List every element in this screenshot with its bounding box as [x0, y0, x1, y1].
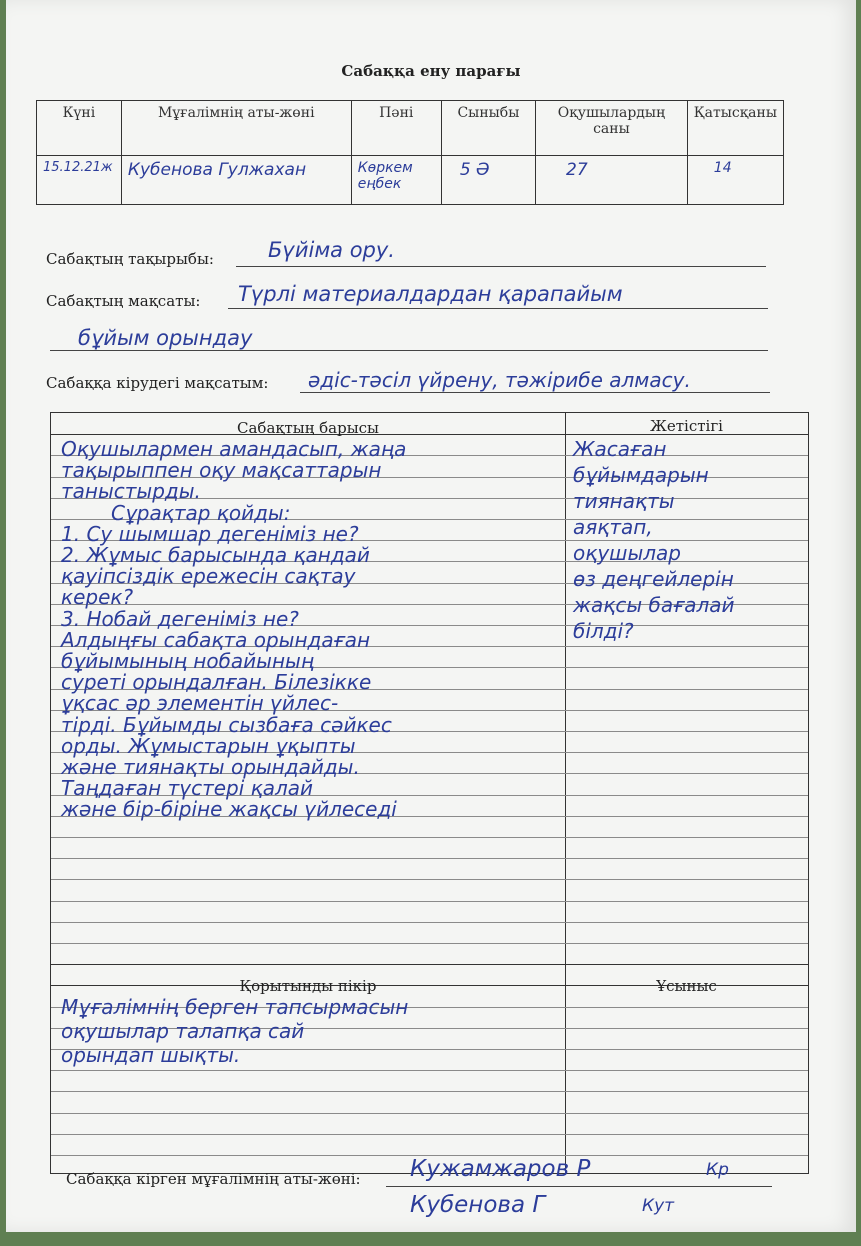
- signature-initials-2: Кут: [642, 1196, 675, 1216]
- info-table: [36, 100, 784, 205]
- progress-note-line: Сұрақтар қойды:: [111, 500, 291, 525]
- progress-note-line: Оқушылармен амандасып, жаңа: [61, 437, 407, 461]
- goal-underline-1: [228, 308, 768, 309]
- signature-initials-1: Кр: [706, 1160, 729, 1180]
- header-attended: Қатысқаны: [687, 101, 783, 156]
- value-students: 27: [536, 156, 688, 205]
- header-date: Күні: [37, 101, 122, 156]
- progress-note-line: қауіпсіздік ережесін сақтау: [61, 564, 356, 589]
- progress-note-line: және бір-біріне жақсы үйлеседі: [61, 797, 397, 822]
- topic-underline: [236, 266, 766, 267]
- progress-note-line: 2. Жұмыс барысында қандай: [61, 543, 370, 567]
- progress-note-line: Таңдаған түстері қалай: [61, 776, 314, 801]
- goal-underline-2: [50, 350, 768, 351]
- signature-name-1: Кужамжаров Р: [410, 1156, 591, 1182]
- achievement-header: Жетістігі: [650, 417, 723, 435]
- achievement-note-line: жақсы бағалай: [573, 593, 735, 617]
- rule-line: [51, 1113, 808, 1114]
- value-date: 15.12.21ж: [37, 156, 122, 205]
- rule-line: [51, 943, 808, 944]
- conclusion-header: Қорытынды пікір: [239, 977, 377, 995]
- signature-name-2: Кубенова Г: [410, 1192, 546, 1218]
- progress-note-line: суреті орындалған. Білезікке: [61, 670, 372, 695]
- header-subject: Пәні: [351, 101, 441, 156]
- goal-label: Сабақтың мақсаты:: [46, 292, 201, 310]
- achievement-note-line: бұйымдарын: [573, 463, 709, 487]
- rule-line: [51, 1091, 808, 1092]
- progress-note-line: бұйымының нобайының: [61, 649, 315, 673]
- value-attended: 14: [687, 156, 783, 205]
- goal-value-1: Түрлі материалдардан қарапайым: [238, 282, 623, 306]
- rule-line: [51, 837, 808, 838]
- achievement-note-line: білді?: [573, 619, 634, 643]
- rule-line: [51, 964, 808, 965]
- rule-line: [51, 879, 808, 880]
- visit-label: Сабаққа кірудегі мақсатым:: [46, 374, 269, 392]
- progress-note-line: 1. Су шымшар дегеніміз не?: [61, 521, 359, 546]
- progress-note-line: ұқсас әр элементін үйлес-: [61, 691, 339, 716]
- conclusion-note-line: Мұғалімнің берген тапсырмасын: [61, 995, 409, 1019]
- value-class: 5 Ә: [441, 156, 535, 205]
- rule-line: [51, 1134, 808, 1135]
- achievement-note-line: аяқтап,: [573, 515, 653, 539]
- visit-underline: [300, 392, 770, 393]
- header-teacher: Мұғалімнің аты-жөні: [121, 101, 351, 156]
- signature-label: Сабаққа кірген мұғалімнің аты-жөні:: [66, 1170, 361, 1188]
- value-subject: Көркем еңбек: [351, 156, 441, 205]
- rule-line: [51, 858, 808, 859]
- rule-line: [51, 1070, 808, 1071]
- progress-note-line: Алдыңғы сабақта орындаған: [61, 627, 371, 652]
- conclusion-note-line: оқушылар талапқа сай: [61, 1019, 305, 1043]
- progress-note-line: тақырыппен оқу мақсаттарын: [61, 458, 382, 483]
- visit-value: әдіс-тәсіл үйрену, тәжірибе алмасу.: [308, 368, 691, 392]
- topic-label: Сабақтың тақырыбы:: [46, 250, 214, 268]
- header-students: Оқушылардың саны: [536, 101, 688, 156]
- goal-value-2: бұйым орындау: [78, 326, 253, 350]
- lesson-visit-sheet: [6, 0, 856, 1232]
- conclusion-note-line: орындап шықты.: [61, 1043, 241, 1067]
- header-class: Сыныбы: [441, 101, 535, 156]
- progress-header: Сабақтың барысы: [237, 419, 379, 437]
- ruled-grid: [50, 412, 809, 1174]
- progress-note-line: 3. Нобай дегеніміз не?: [61, 606, 299, 631]
- progress-note-line: тірді. Бұйымды сызбаға сәйкес: [61, 712, 392, 737]
- value-teacher: Кубенова Гулжахан: [121, 156, 351, 205]
- recommendation-header: Ұсыныс: [656, 977, 717, 995]
- progress-note-line: керек?: [61, 585, 134, 610]
- progress-note-line: және тиянақты орындайды.: [61, 755, 360, 779]
- info-value-row: [37, 156, 784, 205]
- topic-value: Бүйіма ору.: [268, 238, 395, 262]
- rule-line: [51, 922, 808, 923]
- progress-note-line: орды. Жұмыстарын ұқыпты: [61, 733, 356, 758]
- achievement-note-line: Жасаған: [573, 437, 667, 461]
- achievement-note-line: оқушылар: [573, 541, 681, 565]
- signature-underline: [386, 1186, 772, 1187]
- info-header-row: [37, 101, 784, 156]
- progress-note-line: таныстырды.: [61, 479, 201, 504]
- page-title: Сабаққа ену парағы: [341, 62, 521, 80]
- rule-line: [51, 901, 808, 902]
- achievement-note-line: өз деңгейлерін: [573, 567, 734, 591]
- achievement-note-line: тиянақты: [573, 489, 675, 513]
- column-divider: [565, 413, 566, 1173]
